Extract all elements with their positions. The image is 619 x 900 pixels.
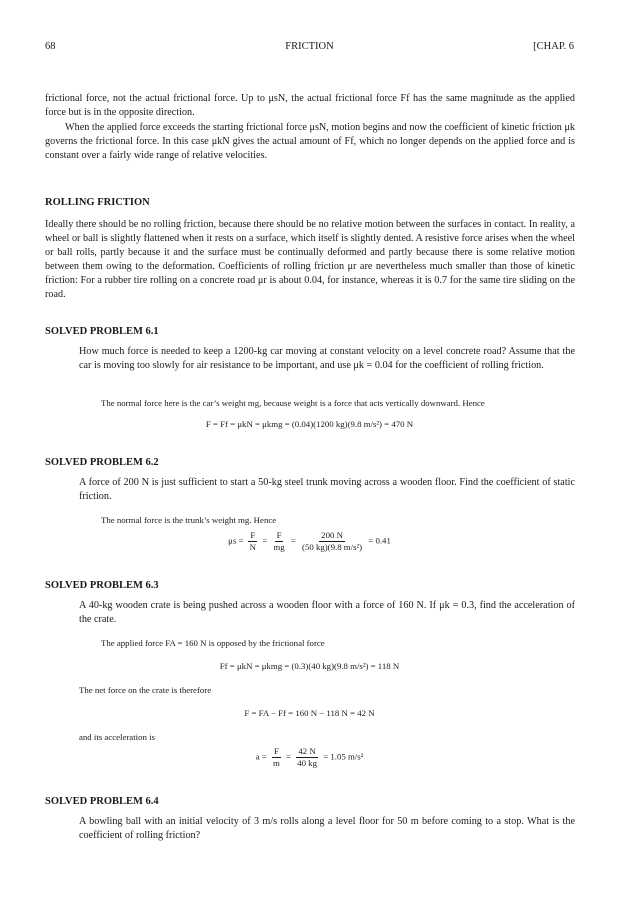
problem-6-3-text-3: and its acceleration is bbox=[79, 732, 155, 742]
rolling-friction-body: Ideally there should be no rolling friction, because there should be no relative motion between the surfaces in contact. In reality, a wheel or ball is slightly flattened when it rests on a surface, which itself is slightly dented. A resistive force arises when the wheel or ball rolls, partly because it and the surface must be continually deformed and partly because there is some relative motion between them owing to the deformation. Coefficients of rolling friction μr are nevertheless much smaller than those of kinetic friction: For a rubber tire rolling on a concrete road μr is about 0.04, for instance, whereas it is 0.7 for the same tire sliding on the road. bbox=[45, 219, 575, 300]
intro-paragraph-2: When the applied force exceeds the starting frictional force μsN, motion begins and now the coefficient of kinetic friction μk governs the frictional force. In this case μkN gives the actual amount of Ff, which no longer depends on the applied force and is constant over a fairly wide range of relative velocities. bbox=[45, 122, 575, 161]
problem-6-2-question: A force of 200 N is just sufficient to start a 50-kg steel trunk moving across a wooden floor. Find the coefficient of static friction. bbox=[79, 477, 575, 502]
intro-paragraph-1: frictional force, not the actual frictional force. Up to μsN, the actual frictional force Ff has the same magnitude as the applied force but is in the opposite direction. bbox=[45, 93, 575, 118]
problem-6-3-text-2: The net force on the crate is therefore bbox=[79, 685, 212, 695]
denominator: m bbox=[272, 758, 280, 768]
problem-6-3-equation-2: F = FA − Ff = 160 N − 118 N = 42 N bbox=[244, 708, 375, 718]
chapter-section: [CHAP. 6 bbox=[533, 41, 574, 52]
problem-6-3-heading: SOLVED PROBLEM 6.3 bbox=[45, 580, 159, 591]
eq-result: = 0.41 bbox=[368, 535, 391, 546]
fraction bbox=[295, 746, 319, 769]
fraction bbox=[271, 530, 286, 553]
problem-6-4-heading: SOLVED PROBLEM 6.4 bbox=[45, 796, 159, 807]
numerator: 42 N bbox=[298, 746, 316, 756]
problem-6-3-question: A 40-kg wooden crate is being pushed across a wooden floor with a force of 160 N. If μk = 0.3, find the acceleration of the crate. bbox=[79, 600, 575, 625]
numerator: 200 N bbox=[321, 530, 343, 540]
equals-sign: = bbox=[286, 751, 291, 762]
problem-6-3-solution: The applied force FA = 160 N is opposed by the frictional force bbox=[101, 638, 325, 648]
problem-6-2-equation bbox=[0, 530, 619, 553]
denominator: 40 kg bbox=[297, 758, 317, 768]
denominator: (50 kg)(9.8 m/s²) bbox=[302, 542, 363, 552]
eq-lhs: a = bbox=[255, 751, 267, 762]
equals-sign: = bbox=[290, 535, 296, 546]
chapter-title: FRICTION bbox=[285, 41, 334, 52]
problem-6-1-solution: The normal force here is the car’s weight mg, because weight is a force that acts vertically downward. Hence bbox=[101, 398, 485, 408]
page-number: 68 bbox=[45, 41, 56, 52]
problem-6-2-heading: SOLVED PROBLEM 6.2 bbox=[45, 457, 159, 468]
eq-lhs: μs = bbox=[228, 535, 244, 546]
problem-6-2-solution: The normal force is the trunk’s weight mg. Hence bbox=[101, 515, 277, 525]
fraction bbox=[300, 530, 364, 553]
denominator: N bbox=[249, 542, 257, 552]
rolling-friction-heading: ROLLING FRICTION bbox=[45, 197, 150, 208]
denominator: mg bbox=[273, 542, 285, 552]
equals-sign: = bbox=[262, 535, 268, 546]
fraction bbox=[271, 746, 282, 769]
problem-6-3-equation-3 bbox=[0, 746, 619, 769]
problem-6-3-equation-1: Ff = μkN = μkmg = (0.3)(40 kg)(9.8 m/s²) = 118 N bbox=[219, 661, 400, 671]
problem-6-1-question: How much force is needed to keep a 1200-kg car moving at constant velocity on a level concrete road? Assume that the car is moving too slowly for air resistance to be important, and use μk = 0.04 for the coefficient of rolling friction. bbox=[79, 346, 575, 371]
eq-result: = 1.05 m/s² bbox=[323, 751, 364, 762]
problem-6-4-question: A bowling ball with an initial velocity of 3 m/s rolls along a level floor for 50 m before coming to a stop. What is the coefficient of rolling friction? bbox=[79, 816, 575, 841]
fraction bbox=[248, 530, 258, 553]
problem-6-1-equation: F = Ff = μkN = μkmg = (0.04)(1200 kg)(9.8 m/s²) = 470 N bbox=[205, 419, 414, 429]
numerator: F bbox=[273, 746, 279, 756]
problem-6-1-heading: SOLVED PROBLEM 6.1 bbox=[45, 326, 159, 337]
numerator: F bbox=[250, 530, 256, 540]
numerator: F bbox=[276, 530, 282, 540]
